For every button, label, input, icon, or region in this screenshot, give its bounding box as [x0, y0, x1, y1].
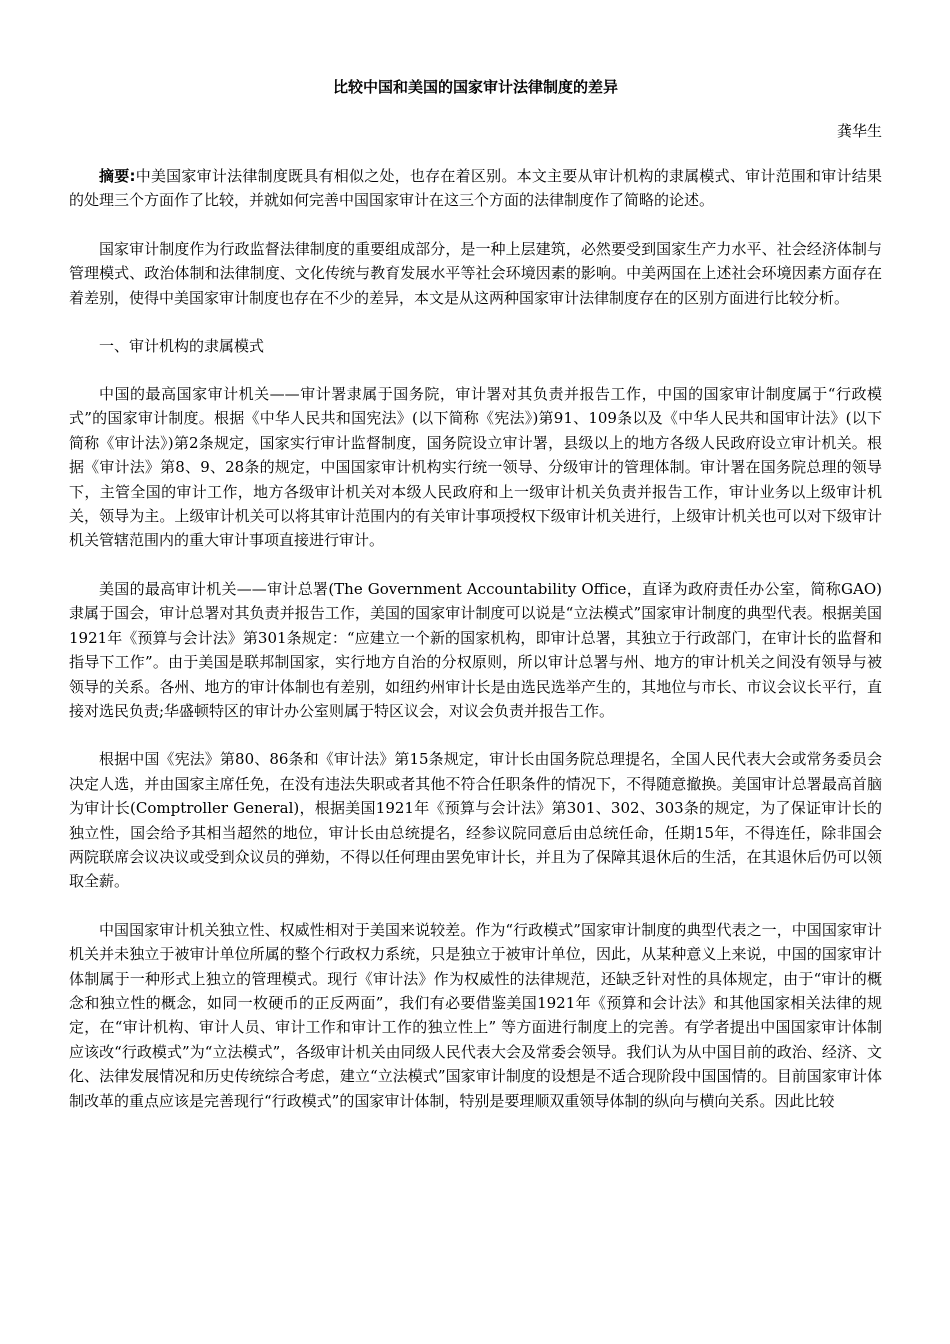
section-heading: 一、审计机构的隶属模式	[99, 337, 265, 356]
body-paragraph: 中国的最高国家审计机关——审计署隶属于国务院，审计署对其负责并报告工作，中国的国家审计制度属于“行政模式”的国家审计制度。根据《中华人民共和国宪法》(以下简称《宪法》)第91、109条以及《中华人民共和国审计法》(以下简称《审计法》)第2条规定，国家实行审计监督制度，国务院设立审计署，县级以上的地方各级人民政府设立审计机关。根据《审计法》第8、9、28条的规定，中国国家审计机构实行统一领导、分级审计的管理体制。审计署在国务院总理的领导下，主管全国的审计工作，地方各级审计机关对本级人民政府和上一级审计机关负责并报告工作，审计业务以上级审计机关，领导为主。上级审计机关可以将其审计范围内的有关审计事项授权下级审计机关进行，上级审计机关也可以对下级审计机关管辖范围内的重大审计事项直接进行审计。	[69, 385, 882, 550]
document-title: 比较中国和美国的国家审计法律制度的差异	[332, 78, 618, 96]
abstract-text: 中美国家审计法律制度既具有相似之处，也存在着区别。本文主要从审计机构的隶属模式、审计范围和审计结果的处理三个方面作了比较，并就如何完善中国国家审计在这三个方面的法律制度作了简略的论述。	[69, 167, 882, 210]
author-name: 龚华生	[836, 122, 882, 140]
document-page	[69, 76, 882, 1135]
abstract-paragraph	[69, 164, 882, 213]
body-paragraph: 中国国家审计机关独立性、权威性相对于美国来说较差。作为“行政模式”国家审计制度的典型代表之一，中国国家审计机关并未独立于被审计单位所属的整个行政权力系统，只是独立于被审计单位，因此，从某种意义上来说，中国的国家审计体制属于一种形式上独立的管理模式。现行《审计法》作为权威性的法律规范，还缺乏针对性的具体规定，由于“审计的概念和独立性的概念，如同一枚硬币的正反两面”，我们有必要借鉴美国1921年《预算和会计法》和其他国家相关法律的规定，在“审计机构、审计人员、审计工作和审计工作的独立性上” 等方面进行制度上的完善。有学者提出中国国家审计体制应该改“行政模式”为“立法模式”，各级审计机关由同级人民代表大会及常委会领导。我们认为从中国目前的政治、经济、文化、法律发展情况和历史传统综合考虑，建立“立法模式”国家审计制度的设想是不适合现阶段中国国情的。目前国家审计体制改革的重点应该是完善现行“行政模式”的国家审计体制，特别是要理顺双重领导体制的纵向与横向关系。因此比较	[69, 920, 882, 1110]
body-paragraph: 根据中国《宪法》第80、86条和《审计法》第15条规定，审计长由国务院总理提名，全国人民代表大会或常务委员会决定人选，并由国家主席任免，在没有违法失职或者其他不符合任职条件的情况下，不得随意撤换。美国审计总署最高首脑为审计长(Comptroller General)，根据美国1921年《预算与会计法》第301、302、303条的规定，为了保证审计长的独立性，国会给予其相当超然的地位，审计长由总统提名，经参议院同意后由总统任命，任期15年，不得连任，除非国会两院联席会议决议或受到众议员的弹劾，不得以任何理由罢免审计长，并且为了保障其退休后的生活，在其退休后仍可以领取全薪。	[69, 750, 882, 891]
abstract-label: 摘要:	[99, 167, 136, 185]
body-paragraph: 美国的最高审计机关——审计总署(The Government Accountability Office，直译为政府责任办公室，简称GAO)隶属于国会，审计总署对其负责并报告工作，美国的国家审计制度可以说是“立法模式”国家审计制度的典型代表。根据美国1921年《预算与会计法》第301条规定：“应建立一个新的国家机构，即审计总署，其独立于行政部门，在审计长的监督和指导下工作”。由于美国是联邦制国家，实行地方自治的分权原则，所以审计总署与州、地方的审计机关之间没有领导与被领导的关系。各州、地方的审计体制也有差别，如纽约州审计长是由选民选举产生的，其地位与市长、市议会议长平行，直接对选民负责;华盛顿特区的审计办公室则属于特区议会，对议会负责并报告工作。	[69, 579, 882, 720]
intro-paragraph: 国家审计制度作为行政监督法律制度的重要组成部分，是一种上层建筑，必然要受到国家生产力水平、社会经济体制与管理模式、政治体制和法律制度、文化传统与教育发展水平等社会环境因素的影响。中美两国在上述社会环境因素方面存在着差别，使得中美国家审计制度也存在不少的差异，本文是从这两种国家审计法律制度存在的区别方面进行比较分析。	[69, 239, 882, 307]
